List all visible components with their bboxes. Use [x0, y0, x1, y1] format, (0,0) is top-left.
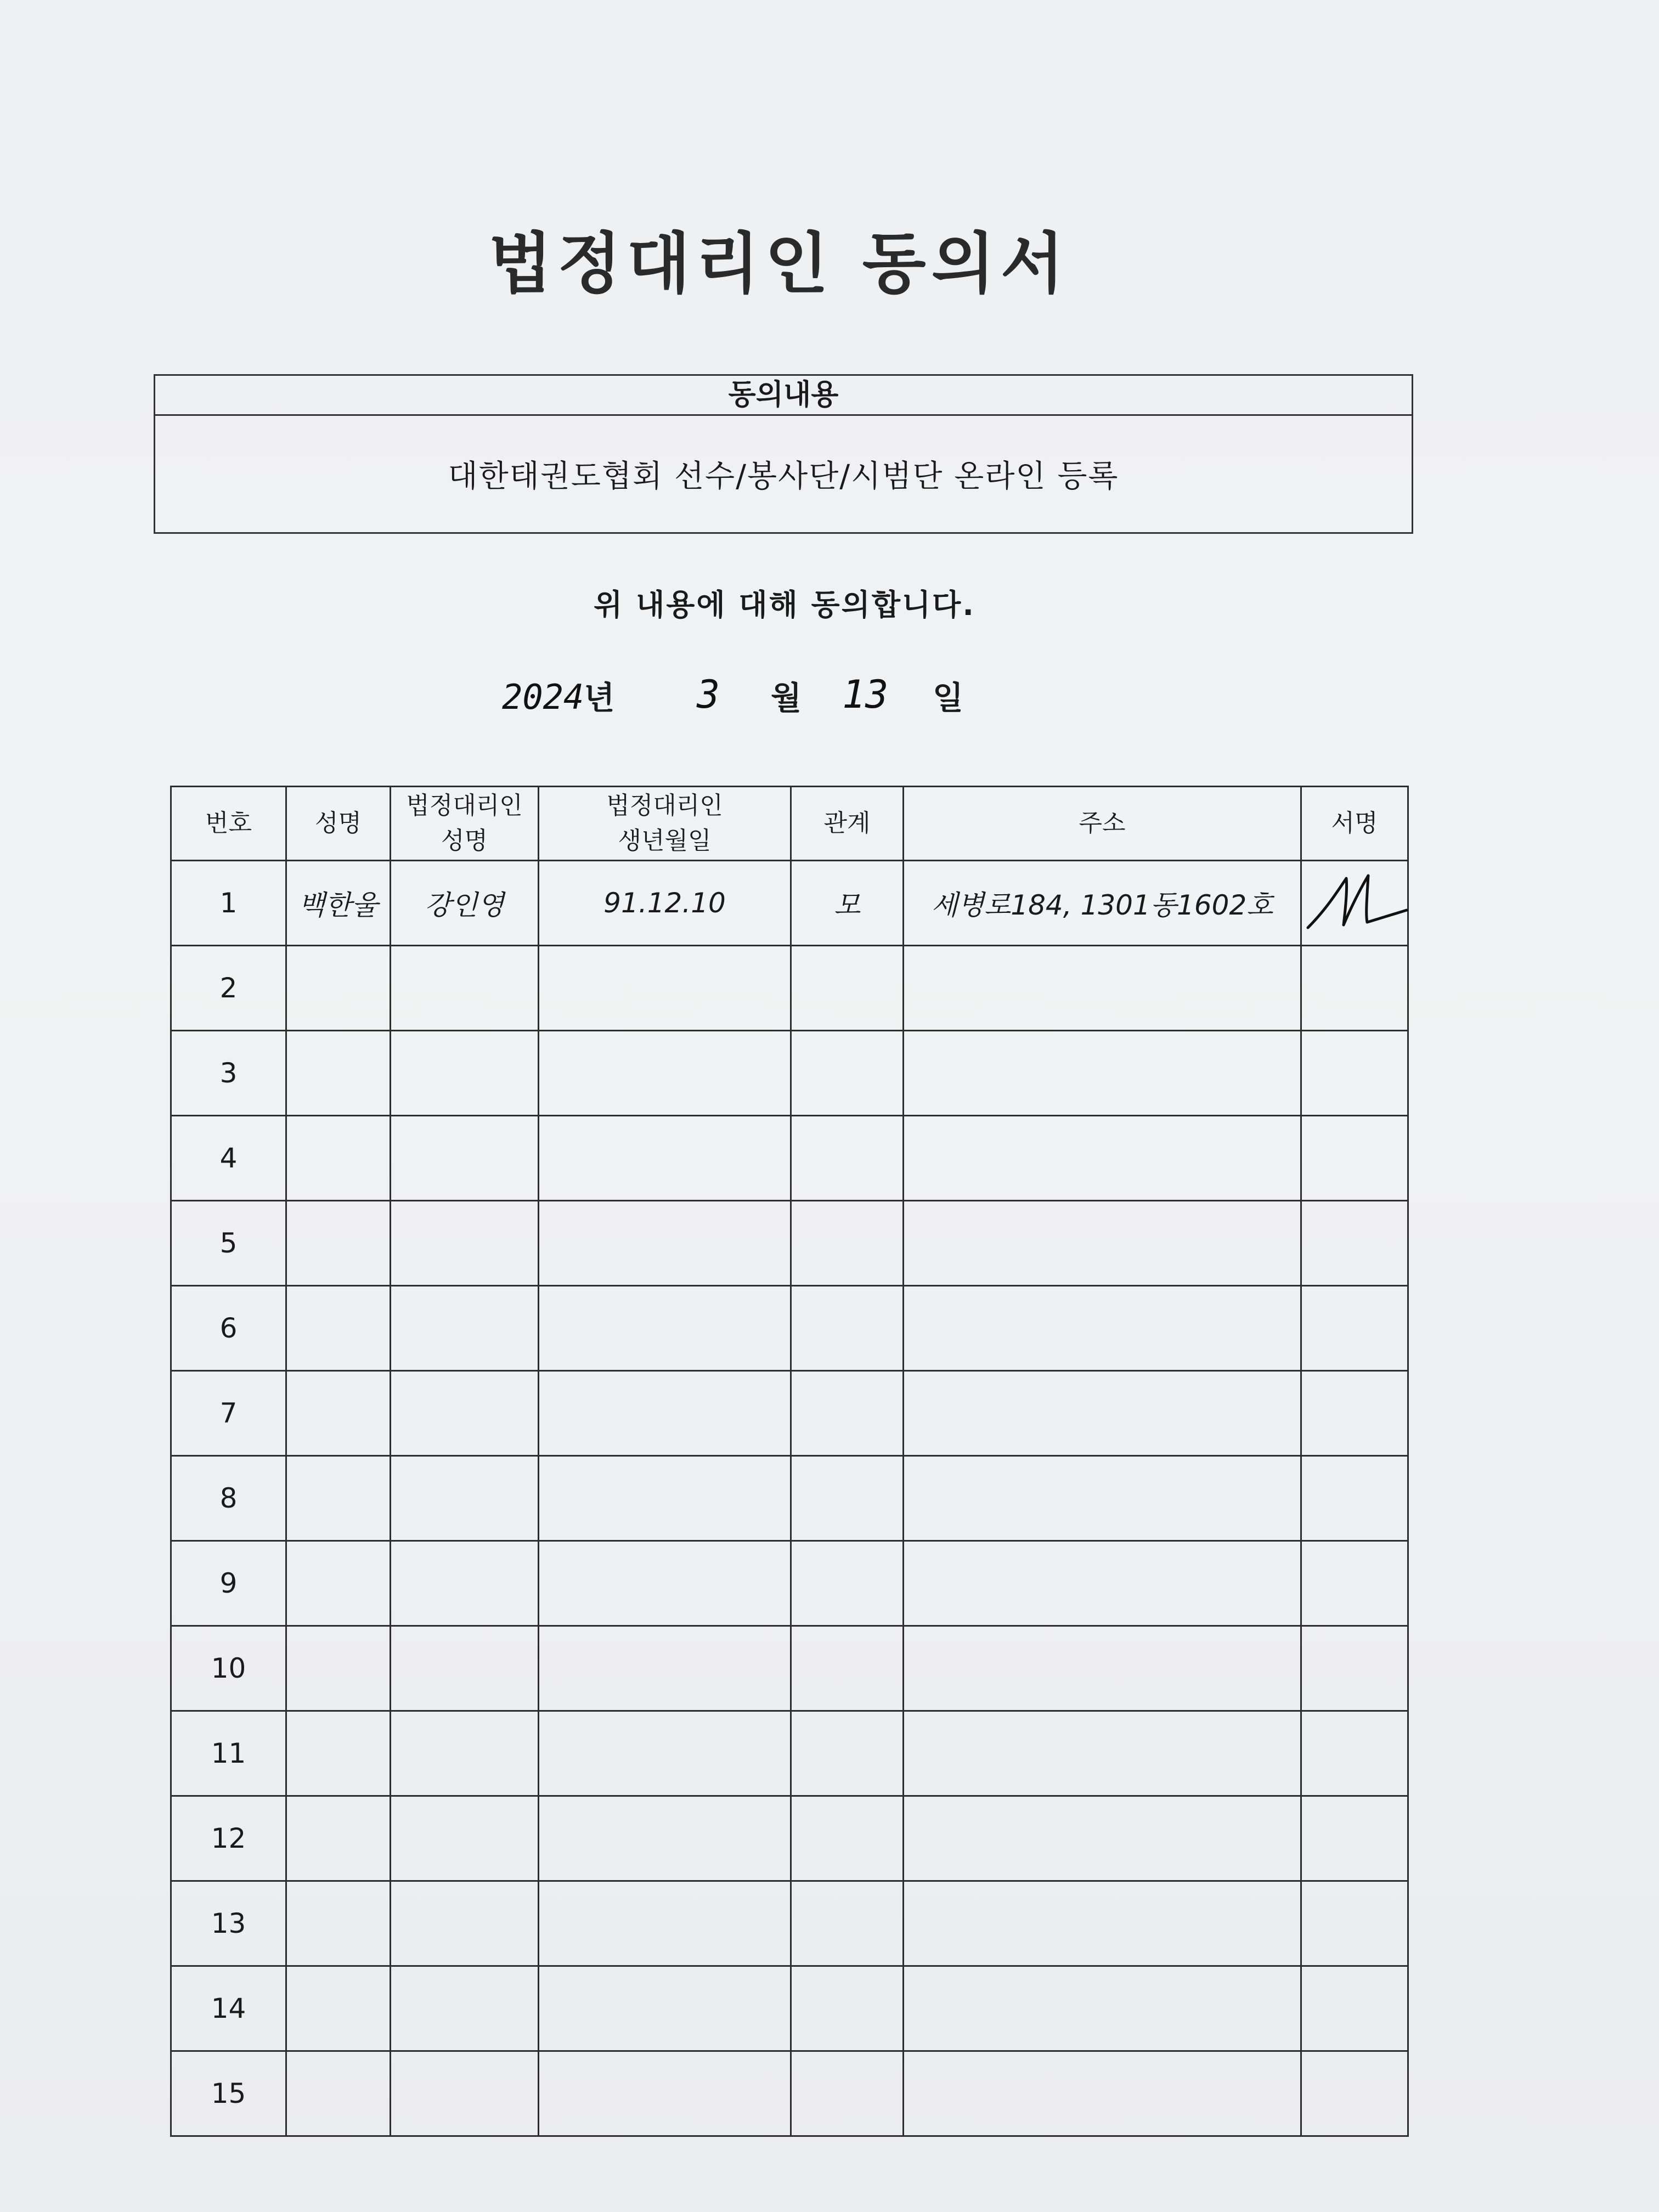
cell-number: 11: [171, 1711, 286, 1796]
cell-address: [904, 1711, 1301, 1796]
table-row: [171, 1796, 1408, 1881]
cell-guardian-birth: [539, 1881, 791, 1966]
cell-name: 백한울: [286, 861, 391, 946]
cell-name: [286, 1966, 391, 2051]
cell-relation: [791, 1031, 904, 1116]
cell-number: 5: [171, 1201, 286, 1286]
cell-signature: [1301, 1881, 1408, 1966]
guardian-table: [170, 786, 1409, 2137]
table-body: [171, 861, 1408, 2136]
cell-relation: [791, 1881, 904, 1966]
cell-guardian-birth: [539, 1286, 791, 1371]
date-day-group: [842, 672, 888, 727]
cell-number: 1: [171, 861, 286, 946]
header-guardian-name-line1: 법정대리인: [406, 792, 523, 820]
cell-name: [286, 1541, 391, 1626]
consent-header: 동의내용: [155, 376, 1412, 416]
table-row: [171, 1711, 1408, 1796]
cell-address: [904, 1881, 1301, 1966]
cell-address: [904, 1796, 1301, 1881]
table-row: [171, 1371, 1408, 1456]
cell-guardian-birth: [539, 1116, 791, 1201]
header-relation: 관계: [791, 787, 904, 861]
header-guardian-name-line2: 성명: [441, 827, 488, 855]
cell-name: [286, 1796, 391, 1881]
consent-box: [154, 374, 1413, 534]
header-number: 번호: [171, 787, 286, 861]
cell-relation: [791, 1711, 904, 1796]
header-guardian-birth-line1: 법정대리인: [606, 792, 723, 820]
cell-signature: [1301, 1796, 1408, 1881]
cell-name: [286, 1626, 391, 1711]
table-row: [171, 1541, 1408, 1626]
cell-guardian-name: [391, 1881, 539, 1966]
cell-number: 10: [171, 1626, 286, 1711]
table-row: [171, 1456, 1408, 1541]
cell-signature: [1301, 1541, 1408, 1626]
cell-guardian-birth: [539, 1456, 791, 1541]
cell-relation: [791, 1541, 904, 1626]
cell-relation: [791, 1371, 904, 1456]
cell-guardian-birth: [539, 1626, 791, 1711]
cell-guardian-birth: 91.12.10: [539, 861, 791, 946]
cell-signature: [1301, 1286, 1408, 1371]
handwritten-signature: [1302, 867, 1412, 939]
cell-guardian-birth: [539, 946, 791, 1031]
date-day-unit: 일: [933, 679, 964, 716]
cell-name: [286, 1286, 391, 1371]
cell-name: [286, 1711, 391, 1796]
cell-relation: [791, 946, 904, 1031]
cell-relation: [791, 1116, 904, 1201]
cell-guardian-name: 강인영: [391, 861, 539, 946]
cell-number: 6: [171, 1286, 286, 1371]
date-month: 3: [697, 672, 720, 717]
cell-guardian-name: [391, 1201, 539, 1286]
agreement-statement: 위 내용에 대해 동의합니다.: [594, 588, 975, 622]
cell-name: [286, 2051, 391, 2136]
cell-name: [286, 1201, 391, 1286]
table-row: [171, 1116, 1408, 1201]
header-guardian-birth-line2: 생년월일: [618, 827, 712, 855]
cell-signature: [1301, 1031, 1408, 1116]
cell-guardian-name: [391, 1286, 539, 1371]
date-month-unit: 월: [771, 679, 802, 716]
cell-guardian-name: [391, 2051, 539, 2136]
cell-guardian-name: [391, 1031, 539, 1116]
date-month-group: [697, 672, 720, 727]
cell-signature: [1301, 1456, 1408, 1541]
cell-number: 4: [171, 1116, 286, 1201]
cell-relation: [791, 1626, 904, 1711]
cell-relation: [791, 2051, 904, 2136]
cell-signature: [1301, 2051, 1408, 2136]
cell-guardian-name: [391, 1966, 539, 2051]
header-guardian-name: [391, 787, 539, 861]
date-day-unit-group: [933, 672, 963, 727]
cell-guardian-birth: [539, 1711, 791, 1796]
table-row: [171, 861, 1408, 946]
table-row: [171, 1626, 1408, 1711]
cell-guardian-birth: [539, 1966, 791, 2051]
cell-address: 세병로184, 1301동1602호: [904, 861, 1301, 946]
document-title: 법정대리인 동의서: [488, 226, 1070, 302]
cell-guardian-name: [391, 1541, 539, 1626]
cell-number: 14: [171, 1966, 286, 2051]
date-month-unit-group: [771, 672, 802, 727]
cell-guardian-name: [391, 946, 539, 1031]
header-name: 성명: [286, 787, 391, 861]
table-row: [171, 1031, 1408, 1116]
cell-signature: [1301, 1371, 1408, 1456]
cell-guardian-birth: [539, 1541, 791, 1626]
cell-number: 13: [171, 1881, 286, 1966]
cell-address: [904, 1031, 1301, 1116]
header-address: 주소: [904, 787, 1301, 861]
cell-address: [904, 1116, 1301, 1201]
cell-address: [904, 1456, 1301, 1541]
cell-address: [904, 1201, 1301, 1286]
cell-address: [904, 1541, 1301, 1626]
cell-guardian-name: [391, 1796, 539, 1881]
cell-number: 7: [171, 1371, 286, 1456]
cell-address: [904, 946, 1301, 1031]
cell-signature: [1301, 1626, 1408, 1711]
cell-signature: [1301, 1201, 1408, 1286]
date-line: [502, 672, 614, 727]
cell-number: 9: [171, 1541, 286, 1626]
cell-address: [904, 1371, 1301, 1456]
cell-number: 8: [171, 1456, 286, 1541]
cell-guardian-name: [391, 1116, 539, 1201]
table-row: [171, 1966, 1408, 2051]
cell-guardian-name: [391, 1626, 539, 1711]
cell-signature: [1301, 1116, 1408, 1201]
cell-signature: [1301, 946, 1408, 1031]
cell-signature: [1301, 1966, 1408, 2051]
table-row: [171, 2051, 1408, 2136]
cell-name: [286, 1031, 391, 1116]
cell-number: 2: [171, 946, 286, 1031]
header-signature: 서명: [1301, 787, 1408, 861]
cell-guardian-birth: [539, 2051, 791, 2136]
table-row: [171, 946, 1408, 1031]
cell-guardian-birth: [539, 1796, 791, 1881]
cell-name: [286, 946, 391, 1031]
cell-number: 3: [171, 1031, 286, 1116]
date-day: 13: [842, 672, 889, 717]
cell-guardian-name: [391, 1456, 539, 1541]
consent-body: 대한태권도협회 선수/봉사단/시범단 온라인 등록: [448, 459, 1119, 494]
cell-relation: 모: [791, 861, 904, 946]
cell-number: 15: [171, 2051, 286, 2136]
cell-name: [286, 1371, 391, 1456]
table-row: [171, 1881, 1408, 1966]
cell-relation: [791, 1201, 904, 1286]
cell-signature: [1301, 861, 1408, 946]
cell-guardian-birth: [539, 1371, 791, 1456]
cell-address: [904, 2051, 1301, 2136]
cell-number: 12: [171, 1796, 286, 1881]
cell-name: [286, 1456, 391, 1541]
date-year-unit: 년: [584, 679, 615, 716]
cell-relation: [791, 1456, 904, 1541]
cell-name: [286, 1116, 391, 1201]
cell-guardian-name: [391, 1711, 539, 1796]
cell-name: [286, 1881, 391, 1966]
table-row: [171, 1201, 1408, 1286]
date-year: 2024: [502, 677, 584, 717]
header-guardian-birth: [539, 787, 791, 861]
cell-address: [904, 1966, 1301, 2051]
table-row: [171, 1286, 1408, 1371]
cell-address: [904, 1626, 1301, 1711]
table-header-row: [171, 787, 1408, 861]
cell-relation: [791, 1286, 904, 1371]
cell-guardian-birth: [539, 1031, 791, 1116]
cell-signature: [1301, 1711, 1408, 1796]
cell-guardian-name: [391, 1371, 539, 1456]
cell-address: [904, 1286, 1301, 1371]
cell-relation: [791, 1966, 904, 2051]
cell-relation: [791, 1796, 904, 1881]
cell-guardian-birth: [539, 1201, 791, 1286]
